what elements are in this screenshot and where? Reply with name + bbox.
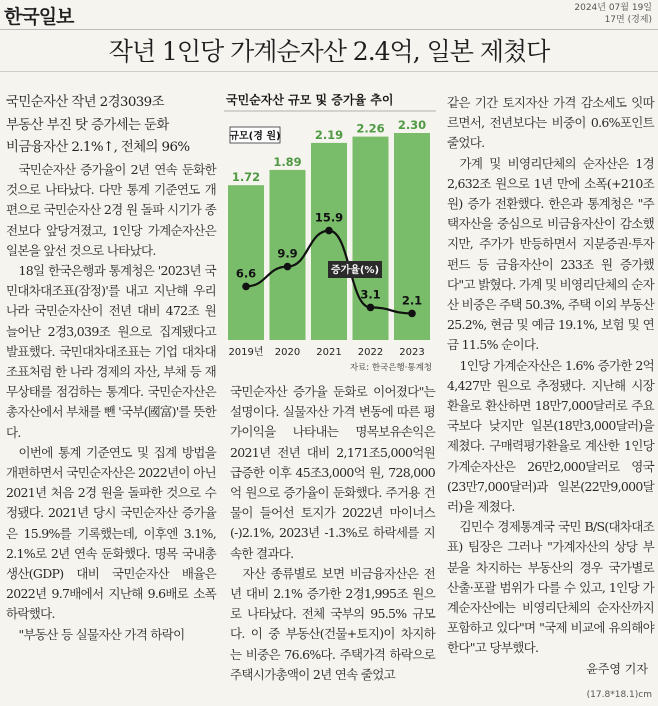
growth-point [325, 227, 333, 235]
bar-value-label: 2.19 [314, 127, 344, 142]
paragraph: 18일 한국은행과 통계청은 '2023년 국민대차대조표(잠정)'를 내고 지난해 우리나라 국민순자산이 전년 대비 472조 원 늘어난 2경3,039조 원으로 집계됐다고 발표했다. 국민대차대조표는 기업 대차대조표처럼 한 나라 경제의 자산, 부채 등 재무상태를 점검하는 통계다. 국민순자산은 총자산에서 부채를 뺀 '국부(國富)'를 뜻한다. [6, 263, 216, 440]
chart-title: 국민순자산 규모 및 증가율 추이 [226, 93, 394, 107]
paragraph: 김민수 경제통계국 국민 B/S(대차대조표) 팀장은 그러나 "가계자산의 상당 부분을 차지하는 부동산의 경우 국가별로 산출·포괄 범위가 다를 수 있고, 1인당 가계순자산에는 비영리단체의 순자산까지 포함하고 있다"며 "국제 비교에 유의해야 한다"고 당부했다. [447, 519, 654, 656]
paragraph: 자산 종류별로 보면 비금융자산은 전년 대비 2.1% 증가한 2경1,995조 원으로 나타났다. 전체 국부의 95.5% 규모다. 이 중 부동산(건물+토지)이 차지하는 비중은 76.6%다. 주택가격 하락으로 주택시가총액이 2년 연속 줄었고 [230, 565, 435, 682]
growth-point [242, 283, 250, 291]
chart [224, 86, 436, 382]
growth-value-label: 15.9 [314, 210, 344, 225]
article-column-1 [6, 160, 216, 645]
growth-value-label: 9.9 [277, 246, 298, 261]
bar-2019년 [228, 185, 264, 340]
article-column-3 [447, 93, 654, 659]
bar-legend-label: 규모(경 원) [229, 131, 281, 142]
growth-value-label: 2.1 [401, 293, 423, 308]
subheads [6, 92, 214, 160]
subhead-line: 비금융자산 2.1%↑, 전체의 96% [6, 140, 190, 155]
paragraph: 이번에 통계 기준연도 및 집계 방법을 개편하면서 국민순자산은 2022년이 아닌 2021년 처음 2경 원을 돌파한 것으로 수정됐다. 2021년 당시 국민순자산 증가율은 15.9%를 기록했는데, 이후엔 3.1%, 2.1%로 2년 연속 둔화했다. 명목 국내총생산(GDP) 대비 국민순자산 배율은 2022년 9.7배에서 지난해 9.6배로 소폭 하락했다. [6, 444, 216, 622]
page-text: 17면 (경제) [604, 15, 652, 25]
article-column-2 [230, 382, 435, 685]
masthead [0, 0, 658, 30]
paragraph: 가계 및 비영리단체의 순자산은 1경2,632조 원으로 1년 만에 소폭(+210조 원) 증가 전환했다. 한은과 통계청은 "주택자산을 중심으로 비금융자산이 감소했지만, 주가가 반등하면서 지분증권·투자펀드 등 금융자산이 233조 원 증가했다"고 밝혔다. 가계 및 비영리단체의 순자산 비중은 주택 50.3%, 주택 이외 부동산 25.2%, 현금 및 예금 19.1%, 보험 및 연금 11.5% 순이다. [447, 155, 654, 353]
byline: 윤주영 기자 [586, 662, 648, 676]
size-note: (17.8*18.1)cm [586, 690, 652, 700]
growth-point [284, 263, 292, 271]
date-text: 2024년 07월 19일 [574, 3, 652, 13]
paragraph: 국민순자산 증가율 둔화로 이어졌다"는 설명이다. 실물자산 가격 변동에 따른 평가이익을 나타내는 명목보유손익은 2021년 전년 대비 2,171조5,000억원 급증한 이후 45조3,000억 원, 728,000억 원으로 증가율이 둔화했다. 주거용 건물이 들어선 토지가 2022년 마이너스(-)2.1%, 2023년 -1.3%로 하락세를 지속한 결과다. [230, 384, 435, 561]
growth-point [408, 310, 416, 318]
bar-2023 [394, 133, 430, 340]
growth-value-label: 6.6 [235, 266, 257, 281]
paragraph: 국민순자산 증가율이 2년 연속 둔화한 것으로 나타났다. 다만 통계 기준연도 개편으로 국민순자산 2경 원 돌파 시기가 종전보다 앞당겨졌고, 1인당 가계순자산은 일본을 앞선 것으로 나타났다. [6, 162, 216, 258]
issue-date [574, 2, 652, 26]
subhead-line: 국민순자산 작년 2경3039조 [6, 95, 164, 110]
headline: 작년 1인당 가계순자산 2.4억, 일본 제쳤다 [0, 32, 658, 72]
line-legend-label: 증가율(%) [330, 265, 380, 276]
bar-value-label: 2.30 [397, 118, 427, 132]
chart-svg [224, 86, 436, 382]
x-tick-label: 2023 [399, 347, 425, 358]
x-tick-label: 2019년 [228, 347, 264, 358]
growth-value-label: 3.1 [360, 287, 381, 302]
paragraph: 1인당 가계순자산은 1.6% 증가한 2억4,427만 원으로 추정됐다. 지난해 시장환율로 환산하면 18만7,000달러로 주요국보다 낮지만 일본(18만3,000달러)을 제쳤다. 구매력평가환율로 계산한 1인당 가계순자산은 26만2,000달러로 영국(23만7,000달러)과 일본(22만9,000달러)을 제쳤다. [447, 357, 654, 515]
paragraph: 같은 기간 토지자산 가격 감소세도 잇따르면서, 전년보다는 비중이 0.6%포인트 줄었다. [447, 95, 654, 151]
x-tick-label: 2021 [316, 347, 342, 358]
bar-value-label: 2.26 [356, 121, 385, 136]
growth-point [367, 304, 375, 312]
chart-source: 자료: 한국은행·통계청 [349, 363, 432, 373]
newspaper-logo: 한국일보 [4, 6, 74, 28]
subhead-line: 부동산 부진 탓 증가세는 둔화 [6, 117, 169, 133]
bar-value-label: 1.89 [273, 154, 302, 169]
bar-value-label: 1.72 [231, 170, 261, 185]
paragraph: "부동산 등 실물자산 가격 하락이 [18, 626, 185, 642]
x-tick-label: 2022 [357, 347, 384, 358]
x-tick-label: 2020 [274, 347, 301, 358]
